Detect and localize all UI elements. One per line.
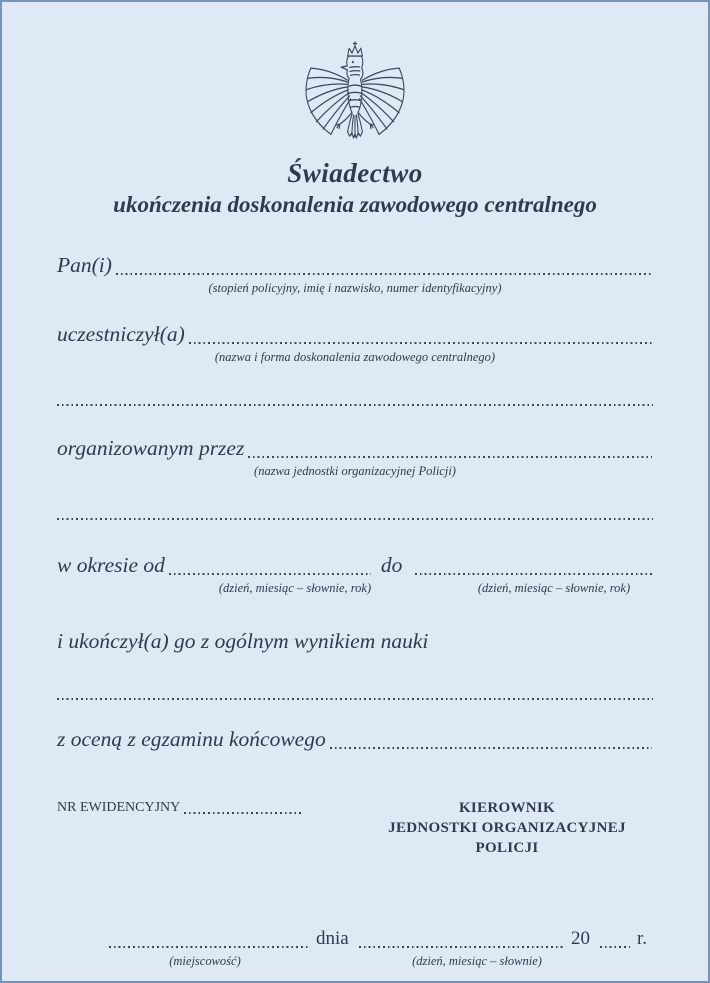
continuation-blank-line-2 — [57, 518, 653, 520]
date-place-section — [57, 925, 653, 973]
date-caption: (dzień, miesiąc – słownie) — [412, 954, 542, 968]
okres-do-label: do — [380, 553, 403, 577]
continuation-blank-line-1 — [57, 404, 653, 406]
pan-blank-line — [116, 273, 652, 275]
uczestniczyl-blank-line — [189, 342, 652, 344]
field-uczestniczyl — [57, 319, 653, 366]
okres-to-caption: (dzień, miesiąc – słownie, rok) — [477, 581, 631, 595]
signer-title: KIEROWNIK — [458, 800, 556, 816]
nr-ewidencyjny — [57, 798, 305, 818]
field-pan — [57, 250, 653, 297]
ocena-blank-line — [330, 747, 652, 749]
okres-label: w okresie od — [57, 553, 165, 577]
certificate-subtitle: ukończenia doskonalenia zawodowego centralnego — [113, 192, 597, 217]
organizowanym-label: organizowanym przez — [57, 436, 245, 460]
place-caption: (miejscowość) — [169, 954, 241, 968]
field-okres — [57, 550, 653, 598]
wynik-statement: i ukończył(a) go z ogólnym wynikiem nauki — [57, 629, 429, 653]
emblem-container — [2, 38, 708, 150]
okres-from-blank-line — [169, 573, 371, 575]
nr-ewidencyjny-label: NR EWIDENCYJNY — [57, 800, 181, 815]
certificate-body — [2, 250, 708, 858]
okres-to-blank-line — [415, 573, 652, 575]
certificate-title: Świadectwo — [287, 158, 423, 188]
okres-from-caption: (dzień, miesiąc – słownie, rok) — [218, 581, 372, 595]
year-prefix: 20 — [570, 928, 590, 949]
organizowanym-blank-line — [248, 456, 652, 458]
nr-ewidencyjny-blank-line — [184, 812, 304, 814]
polish-eagle-emblem — [304, 38, 406, 144]
uczestniczyl-label: uczestniczył(a) — [57, 322, 185, 346]
date-blank-line — [359, 946, 564, 948]
field-organizowanym — [57, 433, 653, 480]
signer-unit: JEDNOSTKI ORGANIZACYJNEJ POLICJI — [388, 820, 626, 856]
pan-label: Pan(i) — [57, 253, 112, 277]
place-blank-line — [109, 946, 309, 948]
year-blank-line — [600, 946, 630, 948]
dnia-label: dnia — [316, 928, 349, 949]
year-suffix: r. — [636, 928, 647, 949]
signer-block — [357, 798, 657, 858]
field-ocena — [57, 724, 653, 754]
footer-row — [57, 798, 653, 858]
pan-caption: (stopień policyjny, imię i nazwisko, numer identyfikacyjny) — [208, 281, 502, 295]
uczestniczyl-caption: (nazwa i forma doskonalenia zawodowego centralnego) — [214, 350, 496, 364]
ocena-label: z oceną z egzaminu końcowego — [57, 727, 326, 751]
continuation-blank-line-3 — [57, 698, 653, 700]
organizowanym-caption: (nazwa jednostki organizacyjnej Policji) — [254, 464, 456, 478]
